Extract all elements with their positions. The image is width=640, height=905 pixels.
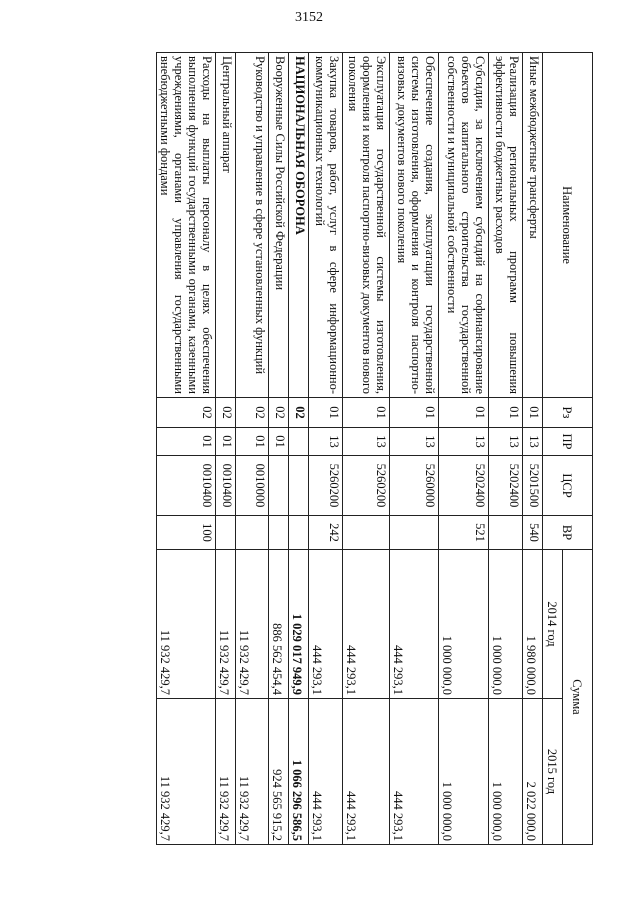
row-pr	[289, 428, 309, 456]
row-rz: 02	[236, 398, 269, 428]
row-vr	[390, 516, 439, 550]
row-amount-2014: 886 562 454,4	[269, 550, 289, 699]
row-csr: 5260200	[343, 456, 390, 516]
row-vr	[236, 516, 269, 550]
row-rz: 01	[489, 398, 523, 428]
table-row	[390, 53, 439, 845]
row-amount-2015: 444 293,1	[309, 699, 343, 845]
header-pr: ПР	[543, 428, 593, 456]
row-csr	[269, 456, 289, 516]
row-name: Вооруженные Силы Российской Федерации	[269, 53, 289, 398]
row-amount-2015: 11 932 429,7	[236, 699, 269, 845]
table-row	[289, 53, 309, 845]
row-rz: 01	[309, 398, 343, 428]
row-name: Реализация региональных программ повышения эффективности бюджетных расходов	[489, 53, 523, 398]
table-row	[343, 53, 390, 845]
row-vr: 540	[523, 516, 543, 550]
header-2015: 2015 год	[543, 699, 563, 845]
row-pr: 13	[343, 428, 390, 456]
row-name: Обеспечение создания, эксплуатации государственной системы изготовления, оформления и контроля паспортно-визовых документов нового поколения	[390, 53, 439, 398]
table-row	[309, 53, 343, 845]
row-pr: 13	[489, 428, 523, 456]
row-name: Расходы на выплаты персоналу в целях обеспечения выполнения функций государственными органами, казенными учреждениями, органами управления государственными внебюджетными фондами	[157, 53, 216, 398]
row-amount-2015: 11 932 429,7	[216, 699, 236, 845]
row-amount-2015: 924 565 915,2	[269, 699, 289, 845]
row-name: Иные межбюджетные трансферты	[523, 53, 543, 398]
row-csr: 0010000	[236, 456, 269, 516]
row-amount-2014: 1 980 000,0	[523, 550, 543, 699]
row-pr: 13	[439, 428, 489, 456]
budget-table	[156, 52, 593, 845]
row-amount-2015: 444 293,1	[343, 699, 390, 845]
row-name: Субсидии, за исключением субсидий на софинансирование объектов капитального строительства государственной собственности и муниципальной собственности	[439, 53, 489, 398]
row-csr: 5202400	[489, 456, 523, 516]
row-amount-2015: 1 000 000,0	[439, 699, 489, 845]
row-amount-2014: 1 029 017 949,9	[289, 550, 309, 699]
row-rz: 01	[523, 398, 543, 428]
table-row	[269, 53, 289, 845]
row-amount-2014: 444 293,1	[390, 550, 439, 699]
table-row	[523, 53, 543, 845]
row-pr: 13	[309, 428, 343, 456]
table-body	[157, 53, 543, 845]
row-rz: 01	[439, 398, 489, 428]
row-amount-2014: 1 000 000,0	[489, 550, 523, 699]
row-vr: 521	[439, 516, 489, 550]
row-amount-2014: 11 932 429,7	[216, 550, 236, 699]
header-name: Наименование	[543, 53, 593, 398]
table-row	[489, 53, 523, 845]
row-rz: 02	[269, 398, 289, 428]
row-name: Руководство и управление в сфере установленных функций	[236, 53, 269, 398]
row-rz: 02	[216, 398, 236, 428]
header-sum: Сумма	[563, 550, 593, 845]
row-amount-2014: 11 932 429,7	[236, 550, 269, 699]
row-name: Закупка товаров, работ, услуг в сфере информационно-коммуникационных технологий	[309, 53, 343, 398]
row-pr: 13	[523, 428, 543, 456]
row-amount-2014: 1 000 000,0	[439, 550, 489, 699]
header-csr: ЦСР	[543, 456, 593, 516]
row-amount-2015: 444 293,1	[390, 699, 439, 845]
row-vr	[489, 516, 523, 550]
header-rz: Рз	[543, 398, 593, 428]
header-vr: ВР	[543, 516, 593, 550]
row-csr	[289, 456, 309, 516]
table-row	[157, 53, 216, 845]
row-pr: 13	[390, 428, 439, 456]
row-name: Эксплуатация государственной системы изготовления, оформления и контроля паспортно-визовых документов нового поколения	[343, 53, 390, 398]
rotated-page	[58, 52, 593, 844]
row-rz: 02	[289, 398, 309, 428]
header-2014: 2014 год	[543, 550, 563, 699]
row-name: НАЦИОНАЛЬНАЯ ОБОРОНА	[289, 53, 309, 398]
row-pr: 01	[216, 428, 236, 456]
row-amount-2015: 1 066 296 586,5	[289, 699, 309, 845]
row-amount-2014: 11 932 429,7	[157, 550, 216, 699]
row-vr	[289, 516, 309, 550]
row-amount-2014: 444 293,1	[309, 550, 343, 699]
row-csr: 5260000	[390, 456, 439, 516]
row-amount-2015: 2 022 000,0	[523, 699, 543, 845]
row-amount-2015: 11 932 429,7	[157, 699, 216, 845]
row-amount-2014: 444 293,1	[343, 550, 390, 699]
row-csr: 0010400	[157, 456, 216, 516]
table-row	[236, 53, 269, 845]
page-number: 3152	[295, 10, 323, 25]
row-csr: 5201500	[523, 456, 543, 516]
row-pr: 01	[269, 428, 289, 456]
row-csr: 5260200	[309, 456, 343, 516]
row-pr: 01	[236, 428, 269, 456]
row-vr: 100	[157, 516, 216, 550]
row-vr	[269, 516, 289, 550]
row-csr: 0010400	[216, 456, 236, 516]
table-row	[216, 53, 236, 845]
row-rz: 01	[390, 398, 439, 428]
row-rz: 01	[343, 398, 390, 428]
row-rz: 02	[157, 398, 216, 428]
row-amount-2015: 1 000 000,0	[489, 699, 523, 845]
table-row	[439, 53, 489, 845]
row-vr	[343, 516, 390, 550]
row-pr: 01	[157, 428, 216, 456]
row-name: Центральный аппарат	[216, 53, 236, 398]
row-vr	[216, 516, 236, 550]
row-csr: 5202400	[439, 456, 489, 516]
row-vr: 242	[309, 516, 343, 550]
